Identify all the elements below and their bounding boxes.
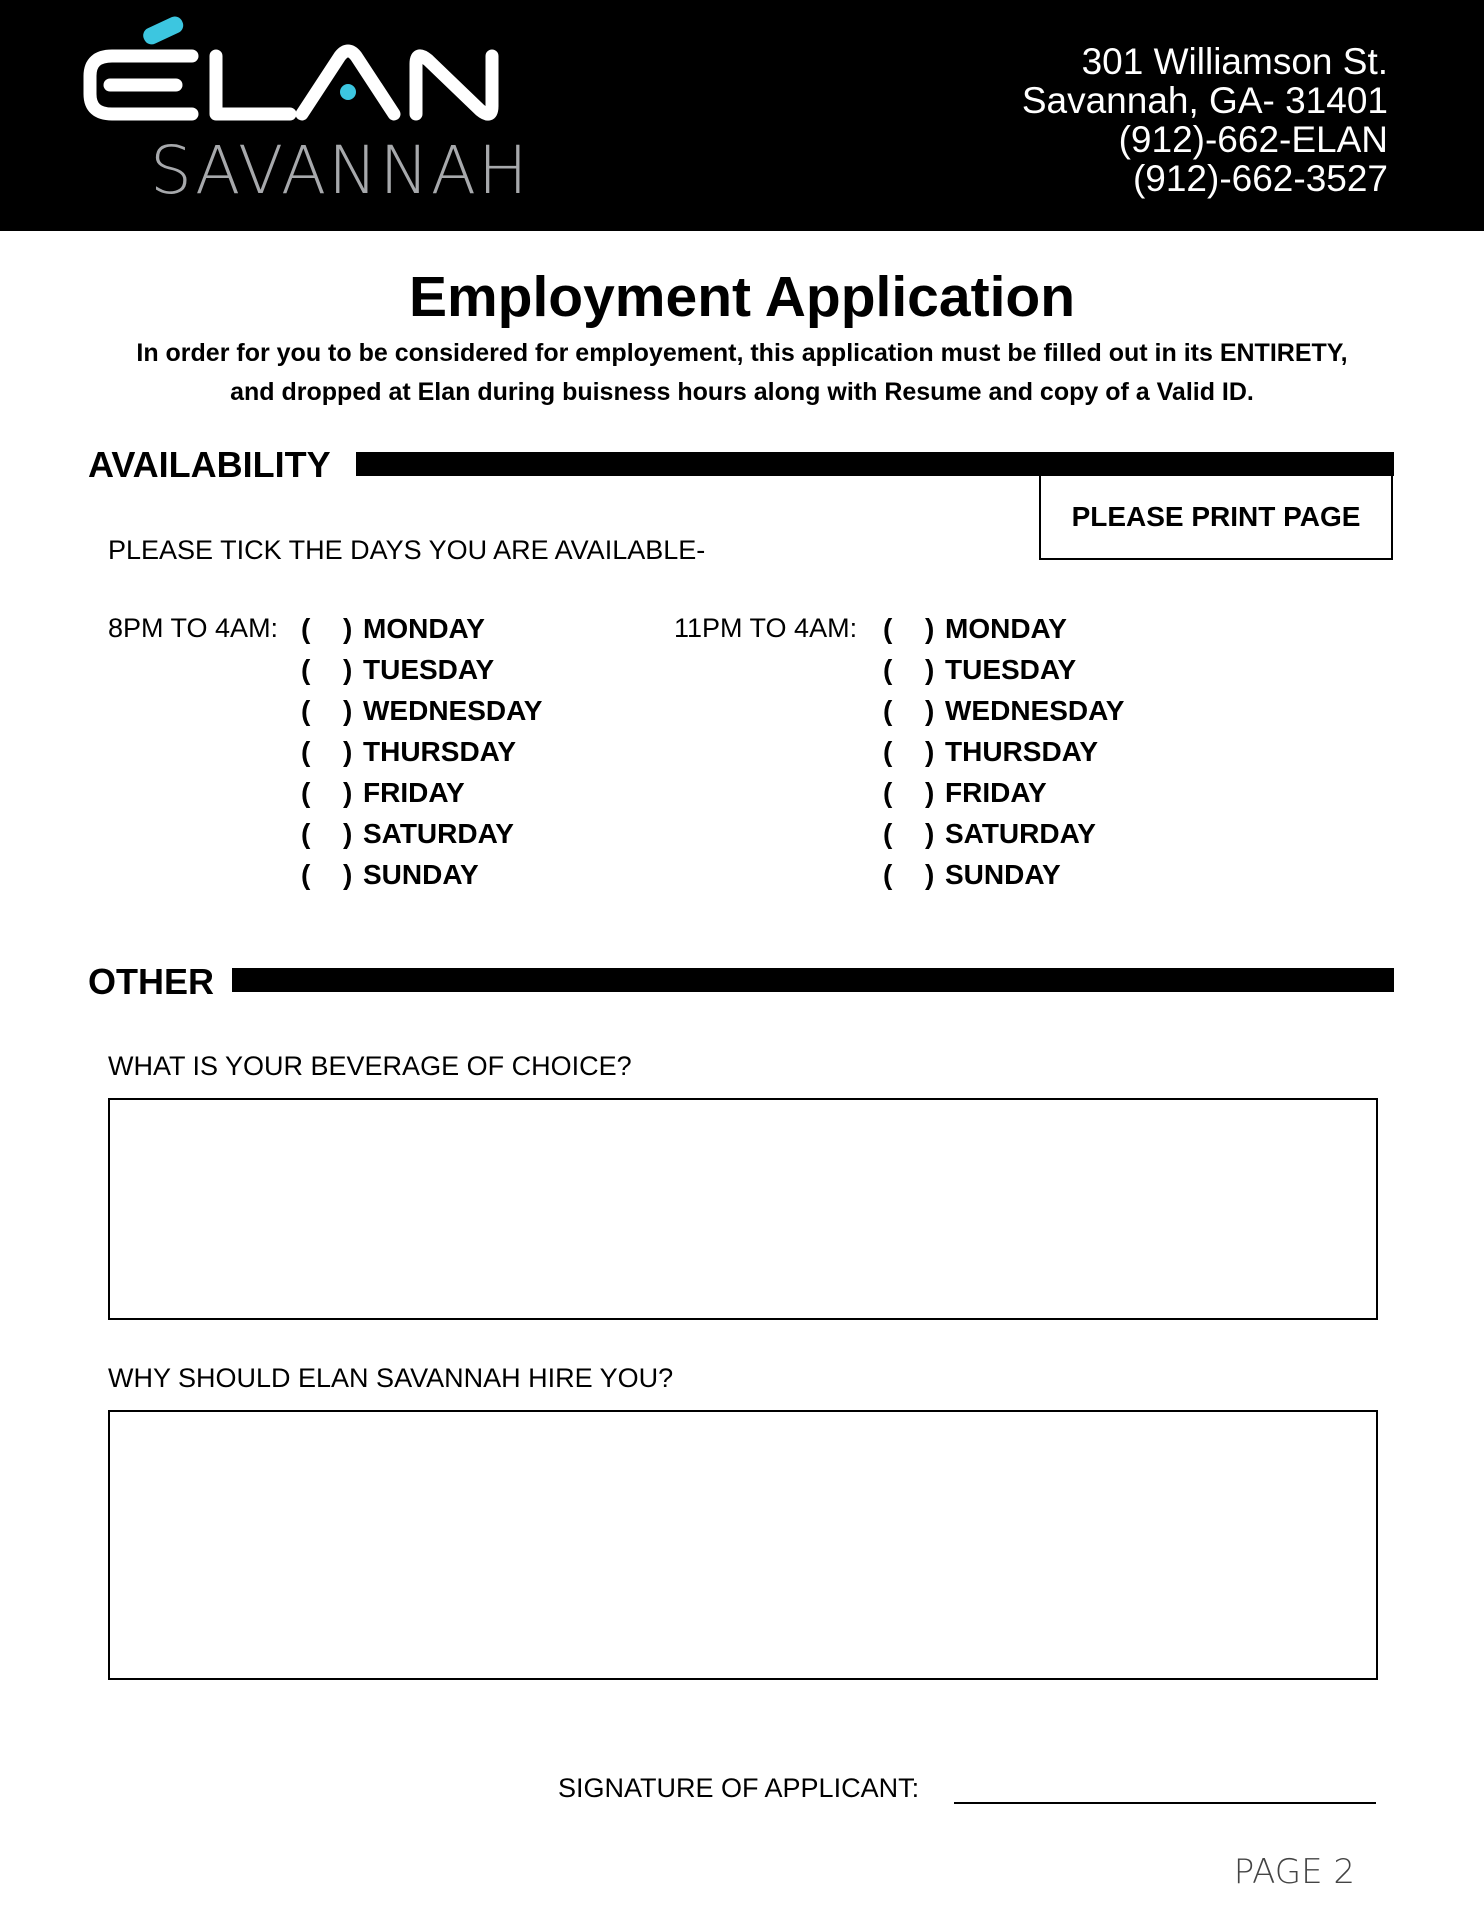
shift-1-day-option[interactable]: ( ) SATURDAY [301,813,542,854]
page-header [0,0,1484,231]
shift-2-day-option[interactable]: ( ) MONDAY [883,608,1124,649]
shift-2-days [883,608,1124,895]
address-city: Savannah, GA- 31401 [1021,80,1388,121]
availability-instruction: PLEASE TICK THE DAYS YOU ARE AVAILABLE- [108,535,706,565]
day-label: SATURDAY [945,818,1096,849]
intro-line-1: In order for you to be considered for employement, this application must be filled out in its ENTIRETY, [136,339,1348,367]
page-number: PAGE 2 [1233,1852,1355,1892]
logo-subtitle: SAVANNAH [150,132,530,209]
shift-2-day-option[interactable]: ( ) SATURDAY [883,813,1124,854]
phone-number: (912)-662-3527 [1132,158,1388,199]
page-title: Employment Application [408,265,1076,329]
business-address [1022,42,1388,198]
day-label: WEDNESDAY [363,695,543,726]
shift-2-day-option[interactable]: ( ) FRIDAY [883,772,1124,813]
beverage-answer-box[interactable] [108,1098,1378,1320]
intro-line-2: and dropped at Elan during buisness hours along with Resume and copy of a Valid ID. [230,378,1254,406]
phone-letters: (912)-662-ELAN [1118,119,1388,160]
shift-2-day-option[interactable]: ( ) WEDNESDAY [883,690,1124,731]
shift-2-label: 11PM TO 4AM: [674,613,858,643]
day-label: MONDAY [945,613,1067,644]
address-street: 301 Williamson St. [1081,41,1388,82]
shift-1-day-option[interactable]: ( ) WEDNESDAY [301,690,542,731]
shift-2-day-option[interactable]: ( ) SUNDAY [883,854,1124,895]
signature-line[interactable] [954,1802,1376,1804]
day-label: WEDNESDAY [945,695,1125,726]
day-label: TUESDAY [363,654,495,685]
shift-1-day-option[interactable]: ( ) SUNDAY [301,854,542,895]
availability-rule [356,452,1394,476]
shift-1-day-option[interactable]: ( ) FRIDAY [301,772,542,813]
shift-1-days [301,608,542,895]
shift-1-label: 8PM TO 4AM: [108,613,279,643]
day-label: TUESDAY [945,654,1077,685]
day-label: SUNDAY [945,859,1061,890]
hire-question: WHY SHOULD ELAN SAVANNAH HIRE YOU? [108,1363,674,1393]
beverage-question: WHAT IS YOUR BEVERAGE OF CHOICE? [108,1051,632,1081]
other-rule [232,968,1394,992]
shift-1-day-option[interactable]: ( ) THURSDAY [301,731,542,772]
day-label: SATURDAY [363,818,514,849]
print-page-note: PLEASE PRINT PAGE [1039,474,1393,560]
shift-2-day-option[interactable]: ( ) TUESDAY [883,649,1124,690]
hire-answer-box[interactable] [108,1410,1378,1680]
day-label: SUNDAY [363,859,479,890]
shift-1-day-option[interactable]: ( ) TUESDAY [301,649,542,690]
intro-text [60,334,1424,412]
shift-1-day-option[interactable]: ( ) MONDAY [301,608,542,649]
other-heading: OTHER [88,961,214,1002]
shift-2-day-option[interactable]: ( ) THURSDAY [883,731,1124,772]
day-label: FRIDAY [945,777,1047,808]
day-label: THURSDAY [363,736,516,767]
day-label: MONDAY [363,613,485,644]
availability-heading: AVAILABILITY [88,444,331,485]
day-label: THURSDAY [945,736,1098,767]
day-label: FRIDAY [363,777,465,808]
signature-label: SIGNATURE OF APPLICANT: [558,1773,920,1803]
